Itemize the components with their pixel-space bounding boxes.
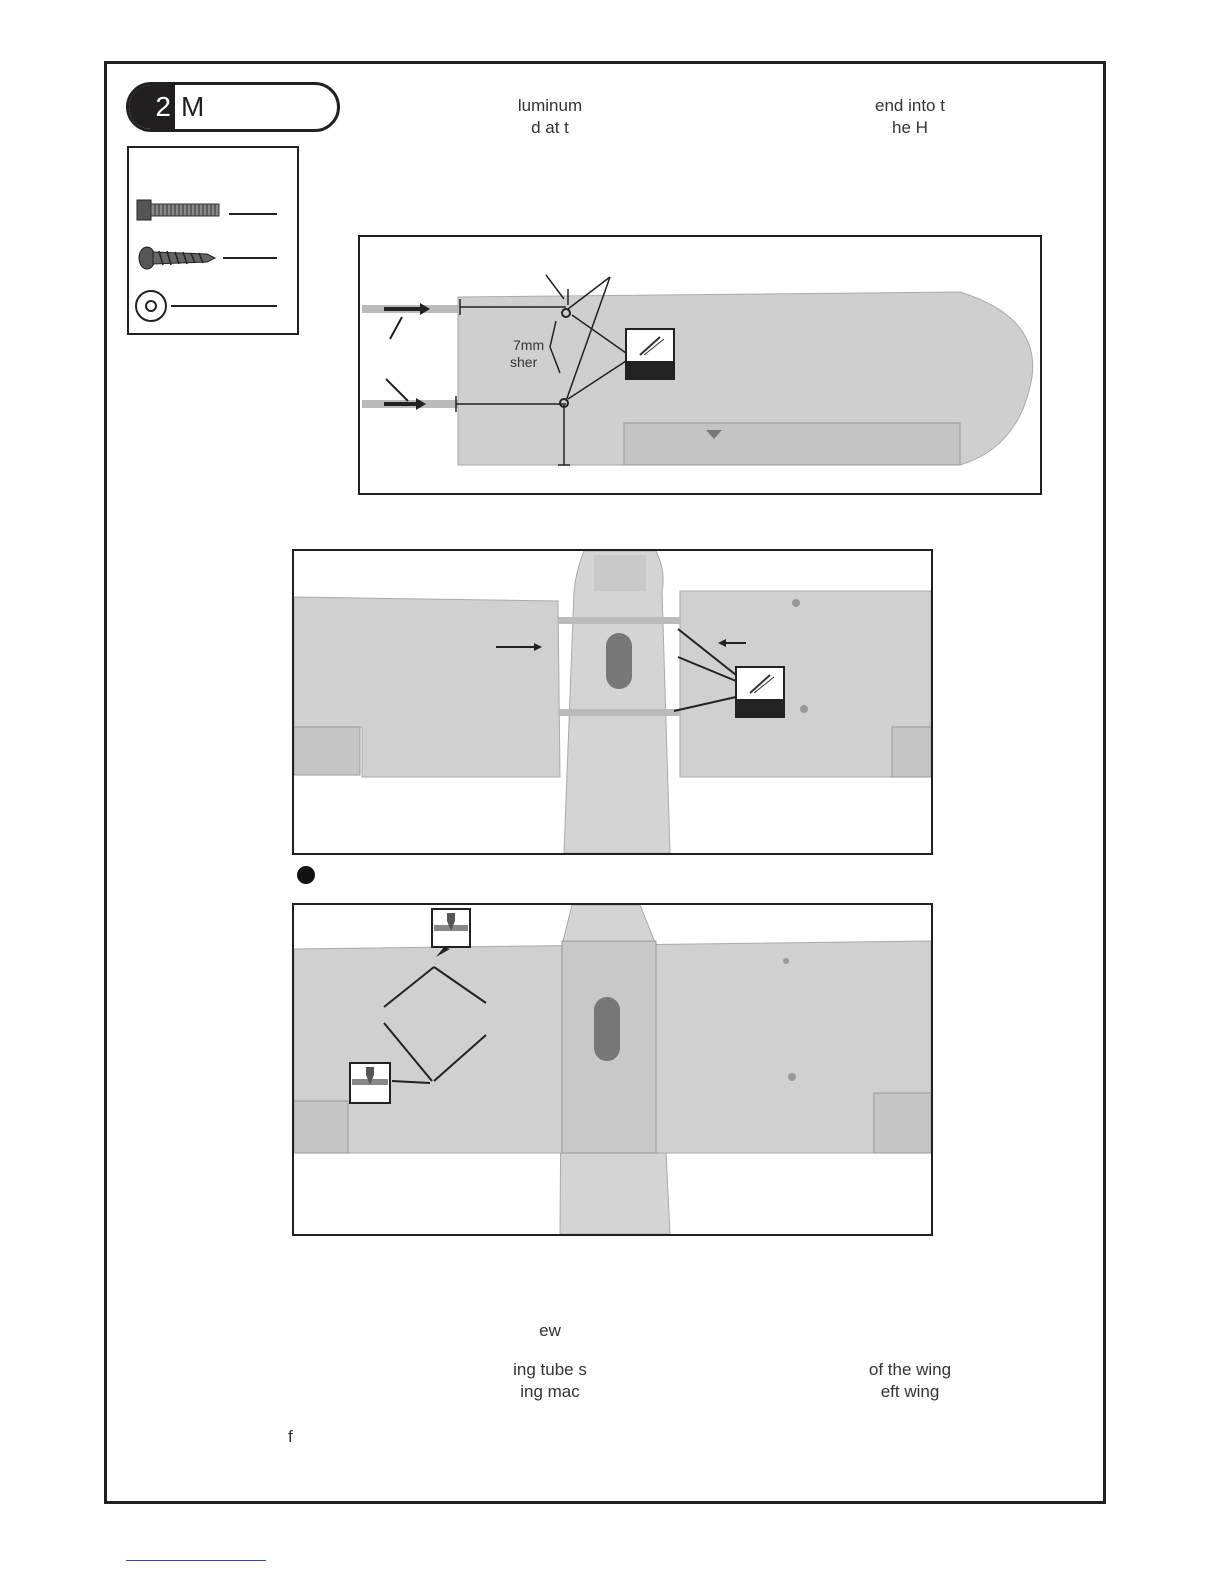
- bolt-icon: [137, 200, 277, 220]
- header-text-col1-line2: d at t: [531, 118, 569, 137]
- screw-detail-icon: [350, 1063, 390, 1103]
- step-number: 2: [129, 85, 175, 129]
- footer-link[interactable]: [126, 1560, 266, 1561]
- washer-label: sher: [510, 354, 538, 370]
- bottom-text-col2-line2: of the wing: [868, 1360, 952, 1379]
- bottom-text-line4: f: [288, 1427, 293, 1446]
- glue-detail-icon: [626, 329, 674, 379]
- photo-wing-assembled: [292, 903, 933, 1236]
- rod-arrow-bottom: [384, 398, 426, 410]
- header-text-col2-line2: he H: [892, 118, 928, 137]
- header-text-col1-line1: luminum: [517, 96, 583, 115]
- hardware-box: [127, 146, 299, 335]
- bottom-text-line1: ew: [539, 1321, 561, 1340]
- header-text-col2-line1: end into t: [875, 96, 945, 115]
- step-badge: [126, 82, 340, 132]
- washer-size-label: 7mm: [513, 337, 545, 353]
- bottom-text-col2-line3: eft wing: [880, 1382, 940, 1401]
- photo-stabilizer: [358, 235, 1042, 495]
- step-title: M: [181, 91, 205, 122]
- bottom-text-col1-line2: ing tube s: [513, 1360, 587, 1379]
- wood-screw-icon: [139, 247, 277, 269]
- glue-detail-icon: [736, 667, 784, 717]
- bottom-text-col1-line3: ing mac: [520, 1382, 580, 1401]
- bullet-marker: [297, 866, 315, 884]
- rod-arrow-top: [384, 303, 430, 315]
- washer-icon: [136, 291, 277, 321]
- photo-wing-halves: [292, 549, 933, 855]
